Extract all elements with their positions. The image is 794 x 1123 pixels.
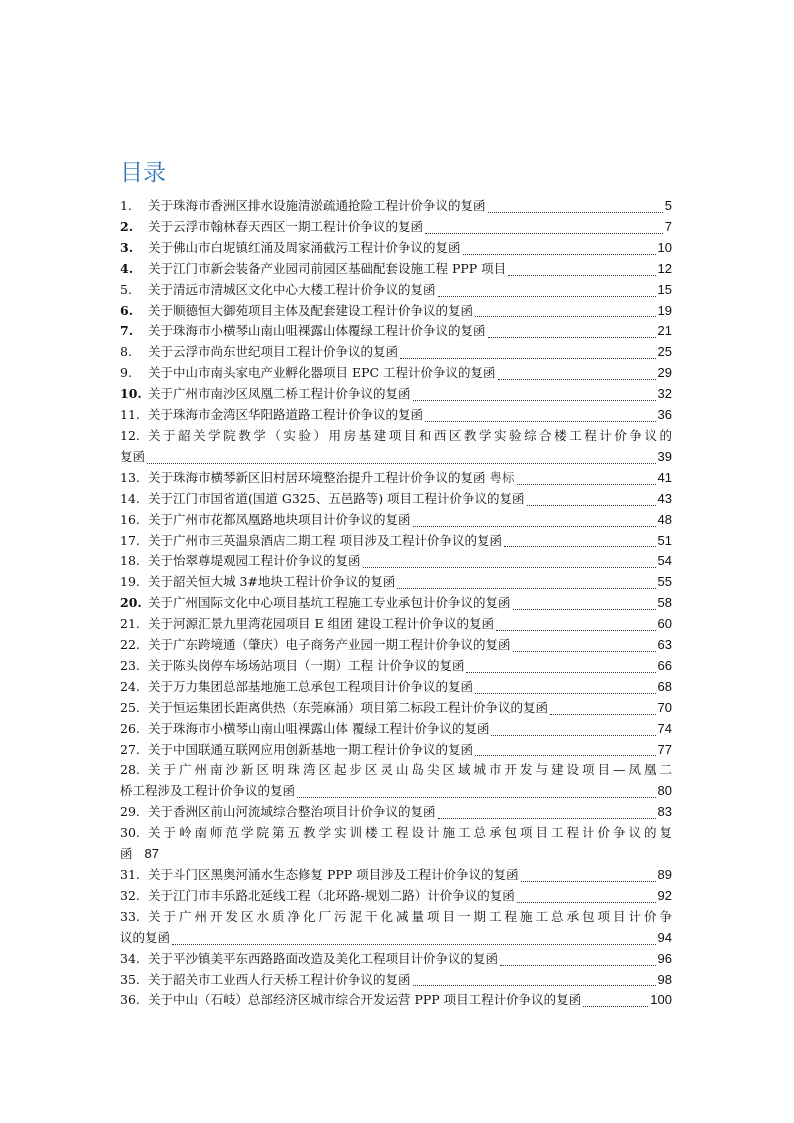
toc-entry-number: 14.: [120, 490, 140, 506]
toc-entry-page: 77: [657, 741, 672, 757]
toc-entry[interactable]: [120, 384, 672, 405]
toc-entry-number: 33.: [120, 908, 140, 924]
toc-entry-number: 32.: [120, 887, 140, 903]
toc-entry-page: 70: [657, 699, 672, 715]
toc-entry[interactable]: [120, 363, 672, 384]
dot-leader: [172, 943, 656, 945]
dot-leader: [488, 211, 663, 213]
toc-entry-title: 关于韶关市工业西人行天桥工程计价争议的复函: [148, 971, 411, 987]
toc-entry[interactable]: [120, 217, 672, 238]
dot-leader: [297, 796, 656, 798]
toc-entry-title: 关于陈头岗停车场场站项目（一期）工程 计价争议的复函: [148, 657, 465, 673]
dot-leader: [500, 964, 656, 966]
toc-entry-title: 关于江门市国省道(国道 G325、五邑路等) 项目工程计价争议的复函: [148, 490, 525, 506]
dot-leader: [498, 378, 656, 380]
toc-entry-number: 17.: [120, 532, 140, 548]
toc-entry-number: 29.: [120, 804, 140, 820]
dot-leader: [425, 420, 656, 422]
toc-entry-page: 92: [657, 887, 672, 903]
toc-entry-title: 关于万力集团总部基地施工总承包工程项目计价争议的复函: [148, 678, 474, 694]
toc-entry[interactable]: [120, 823, 672, 865]
toc-entry-title: 关于江门市新会装备产业园司前园区基础配套设施工程 PPP 项目: [148, 260, 507, 276]
dot-leader: [496, 629, 655, 631]
toc-entry[interactable]: [120, 907, 672, 949]
toc-entry-title: 关于广州开发区水质净化厂污泥干化减量项目一期工程施工总承包项目计价争: [148, 908, 672, 924]
toc-entry-page: 51: [657, 532, 672, 548]
toc-entry-title: 关于平沙镇美平东西路路面改造及美化工程项目计价争议的复函: [148, 950, 499, 966]
toc-entry-title: 关于珠海市香洲区排水设施清淤疏通抢险工程计价争议的复函: [148, 198, 486, 213]
toc-entry-title: 关于中山市南头家电产业孵化器项目 EPC 工程计价争议的复函: [148, 365, 496, 381]
dot-leader: [488, 336, 656, 338]
toc-entry[interactable]: [120, 551, 672, 572]
toc-entry-page: 25: [657, 344, 672, 360]
toc-entry[interactable]: [120, 593, 672, 614]
toc-entry-title: 关于珠海市小横琴山南山咀裸露山体 覆绿工程计价争议的复函: [148, 720, 490, 736]
toc-entry-page: 60: [657, 616, 672, 632]
toc-entry[interactable]: [120, 572, 672, 593]
toc-entry[interactable]: [120, 321, 672, 342]
toc-entry[interactable]: [120, 196, 672, 217]
toc-entry-page: 68: [657, 678, 672, 694]
toc-entry[interactable]: [120, 510, 672, 531]
toc-entry-page: 7: [664, 218, 672, 234]
toc-entry-title: 关于广州市三英温泉酒店二期工程 项目涉及工程计价争议的复函: [148, 532, 502, 548]
toc-entry-page: 100: [650, 992, 672, 1008]
toc-entry-number: 34.: [120, 950, 140, 966]
toc-entry-page: 36: [657, 407, 672, 423]
toc-entry[interactable]: [120, 614, 672, 635]
toc-entry-page: 15: [657, 281, 672, 297]
toc-entry-suffix: 粤标: [489, 469, 515, 485]
dot-leader: [527, 504, 656, 506]
dot-leader: [438, 817, 656, 819]
toc-entry-page: 89: [657, 867, 672, 882]
toc-entry-page: 29: [657, 365, 672, 381]
toc-entry-page: 48: [657, 511, 672, 527]
toc-entry[interactable]: [120, 865, 672, 886]
toc-entry-number: 9.: [120, 365, 132, 381]
toc-entry-title: 关于广州市花都凤凰路地块项目计价争议的复函: [148, 511, 411, 527]
toc-entry[interactable]: [120, 656, 672, 677]
toc-entry-page: 58: [657, 595, 672, 611]
toc-entry-title: 关于云浮市尚东世纪项目工程计价争议的复函: [148, 344, 399, 360]
toc-entry-title: 关于广州南沙新区明珠湾区起步区灵山岛尖区域城市开发与建设项目—凤凰二: [148, 762, 672, 778]
toc-entry-page: 63: [657, 637, 672, 653]
table-of-contents: [120, 196, 672, 1011]
toc-entry-title: 关于中国联通互联网应用创新基地一期工程计价争议的复函: [148, 741, 474, 757]
toc-entry-number: 30.: [120, 825, 140, 841]
toc-entry-title-continued: 函: [120, 846, 133, 862]
toc-entry-number: 22.: [120, 637, 140, 653]
dot-leader: [513, 650, 656, 652]
toc-entry-number: 4.: [120, 260, 134, 276]
toc-entry[interactable]: [120, 949, 672, 970]
toc-entry-number: 8.: [120, 344, 132, 360]
toc-entry-number: 1.: [120, 198, 132, 213]
toc-entry-page: 21: [657, 323, 672, 339]
toc-entry-title: 关于广州国际文化中心项目基坑工程施工专业承包计价争议的复函: [148, 595, 511, 611]
toc-entry-page: 32: [657, 386, 672, 402]
dot-leader: [491, 734, 655, 736]
toc-entry-page: 98: [657, 971, 672, 987]
toc-entry-number: 12.: [120, 427, 140, 443]
toc-entry[interactable]: [120, 280, 672, 301]
dot-leader: [397, 587, 655, 589]
toc-entry-number: 21.: [120, 616, 140, 632]
dot-leader: [517, 901, 656, 903]
toc-entry[interactable]: [120, 677, 672, 698]
dot-leader: [425, 232, 663, 234]
toc-entry-page: 83: [657, 804, 672, 820]
toc-entry[interactable]: [120, 259, 672, 280]
toc-entry-title: 关于云浮市翰林春天西区一期工程计价争议的复函: [148, 218, 424, 234]
toc-entry-number: 18.: [120, 553, 140, 569]
toc-entry[interactable]: [120, 426, 672, 468]
toc-entry-page: 39: [657, 448, 672, 464]
toc-entry-title: 关于香洲区前山河流域综合整治项目计价争议的复函: [148, 804, 436, 820]
toc-entry-title: 关于韶关恒大城 3#地块工程计价争议的复函: [148, 574, 396, 590]
dot-leader: [521, 880, 656, 882]
toc-entry-title: 关于岭南师范学院第五教学实训楼工程设计施工总承包项目工程计价争议的复: [148, 825, 672, 841]
dot-leader: [413, 399, 656, 401]
toc-entry[interactable]: [120, 802, 672, 823]
toc-entry[interactable]: [120, 301, 672, 322]
toc-entry-page: 12: [657, 260, 672, 276]
toc-entry-number: 19.: [120, 574, 140, 590]
dot-leader: [463, 253, 656, 255]
toc-entry-number: 10.: [120, 386, 142, 402]
toc-entry-page: 41: [657, 469, 672, 485]
dot-leader: [475, 315, 656, 317]
toc-entry[interactable]: [120, 468, 672, 489]
toc-entry[interactable]: [120, 970, 672, 991]
dot-leader: [508, 274, 655, 276]
toc-entry-title: 关于斗门区黑奥河涌水生态修复 PPP 项目涉及工程计价争议的复函: [148, 867, 519, 882]
dot-leader: [504, 545, 656, 547]
toc-entry-number: 2.: [120, 218, 134, 234]
dot-leader: [363, 566, 656, 568]
toc-entry-page: 96: [657, 950, 672, 966]
toc-entry-number: 16.: [120, 511, 140, 527]
toc-entry-number: 13.: [120, 469, 140, 485]
toc-entry-title: 关于怡翠尊堤观园工程计价争议的复函: [148, 553, 361, 569]
toc-entry-title: 关于韶关学院教学（实验）用房基建项目和西区教学实验综合楼工程计价争议的: [148, 427, 672, 443]
dot-leader: [413, 984, 656, 986]
dot-leader: [583, 1005, 648, 1007]
toc-entry[interactable]: [120, 698, 672, 719]
toc-entry[interactable]: [120, 635, 672, 656]
toc-entry-number: 6.: [120, 302, 134, 318]
dot-leader: [400, 357, 656, 359]
toc-entry-page: 80: [657, 783, 672, 799]
toc-entry[interactable]: [120, 719, 672, 740]
toc-entry-title: 关于珠海市横琴新区旧村居环境整治提升工程计价争议的复函: [148, 469, 486, 485]
toc-heading: 目录: [120, 160, 166, 186]
toc-entry-title: 关于清远市清城区文化中心大楼工程计价争议的复函: [148, 281, 436, 297]
toc-entry[interactable]: [120, 740, 672, 761]
toc-entry-number: 3.: [120, 239, 134, 255]
toc-entry-number: 7.: [120, 323, 134, 339]
toc-entry-number: 31.: [120, 867, 140, 882]
toc-entry-number: 36.: [120, 992, 140, 1008]
toc-entry-title: 关于广州市南沙区凤凰二桥工程计价争议的复函: [148, 386, 411, 402]
toc-entry-page: 54: [657, 553, 672, 569]
toc-entry-number: 24.: [120, 678, 140, 694]
toc-entry-page: 5: [664, 198, 672, 213]
toc-entry[interactable]: [120, 760, 672, 802]
dot-leader: [438, 295, 656, 297]
dot-leader: [513, 608, 656, 610]
toc-entry-title: 关于河源汇景九里湾花园项目 E 组团 建设工程计价争议的复函: [148, 616, 495, 632]
dot-leader: [466, 671, 655, 673]
toc-entry-number: 11.: [120, 407, 140, 423]
toc-entry-number: 35.: [120, 971, 140, 987]
dot-leader: [475, 754, 656, 756]
toc-entry-number: 26.: [120, 720, 140, 736]
toc-entry-number: 20.: [120, 595, 142, 611]
toc-entry-number: 5.: [120, 281, 132, 297]
toc-entry-title: 关于广东跨境通（肇庆）电子商务产业园一期工程计价争议的复函: [148, 637, 511, 653]
toc-entry-page: 10: [657, 239, 672, 255]
dot-leader: [147, 462, 656, 464]
toc-entry-page: 74: [657, 720, 672, 736]
toc-entry[interactable]: [120, 531, 672, 552]
toc-entry-number: 28.: [120, 762, 140, 778]
toc-entry-page: 87: [144, 846, 159, 862]
toc-entry[interactable]: [120, 342, 672, 363]
toc-entry-title: 关于恒运集团长距离供热（东莞麻涌）项目第二标段工程计价争议的复函: [148, 699, 549, 715]
toc-entry-title: 关于珠海市小横琴山南山咀裸露山体覆绿工程计价争议的复函: [148, 323, 486, 339]
toc-entry-number: 25.: [120, 699, 140, 715]
toc-entry-number: 27.: [120, 741, 140, 757]
toc-entry-title-continued: 复函: [120, 448, 146, 464]
toc-entry[interactable]: [120, 405, 672, 426]
toc-entry-title: 关于中山（石岐）总部经济区城市综合开发运营 PPP 项目工程计价争议的复函: [148, 992, 582, 1008]
toc-entry-title: 关于顺德恒大御苑项目主体及配套建设工程计价争议的复函: [148, 302, 474, 318]
toc-entry-page: 19: [657, 302, 672, 318]
toc-entry-title: 关于江门市丰乐路北延线工程（北环路-规划二路）计价争议的复函: [148, 887, 515, 903]
toc-entry-page: 94: [657, 929, 672, 945]
toc-entry-number: 23.: [120, 657, 140, 673]
toc-entry[interactable]: [120, 990, 672, 1011]
toc-entry-page: 55: [657, 574, 672, 590]
toc-entry-title-continued: 议的复函: [120, 929, 171, 945]
toc-entry-title: 关于珠海市金湾区华阳路道路工程计价争议的复函: [148, 407, 424, 423]
dot-leader: [550, 713, 656, 715]
toc-entry[interactable]: [120, 886, 672, 907]
toc-entry[interactable]: [120, 238, 672, 259]
toc-entry-page: 66: [657, 657, 672, 673]
toc-entry[interactable]: [120, 489, 672, 510]
toc-entry-title-continued: 桥工程涉及工程计价争议的复函: [120, 783, 296, 799]
dot-leader: [517, 483, 656, 485]
dot-leader: [413, 525, 656, 527]
dot-leader: [475, 692, 656, 694]
toc-entry-title: 关于佛山市白坭镇红涌及周家涌截污工程计价争议的复函: [148, 239, 461, 255]
toc-entry-page: 43: [657, 490, 672, 506]
